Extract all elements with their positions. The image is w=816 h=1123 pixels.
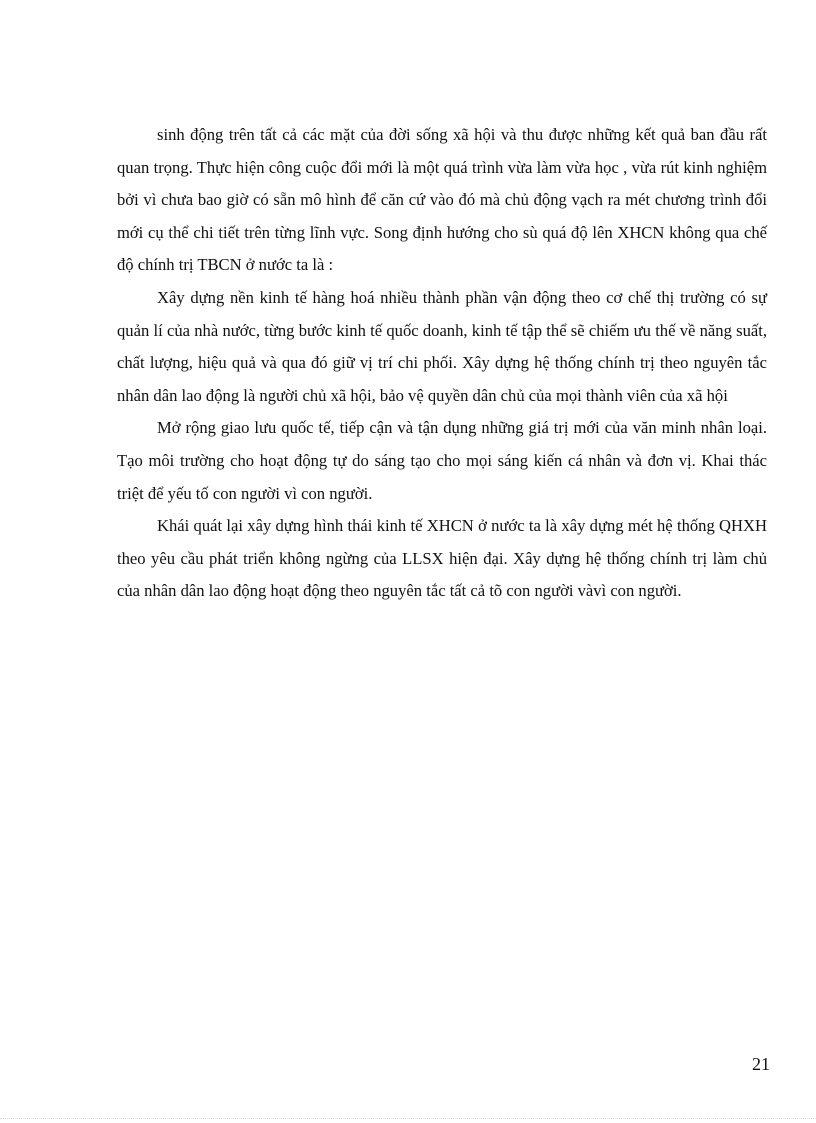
page-number: 21 (752, 1054, 770, 1074)
paragraph-4: Khái quát lại xây dựng hình thái kinh tế XHCN ở nước ta là xây dựng mét hệ thống QHXH theo yêu cầu phát triển không ngừng của LLSX hiện đại. Xây dựng hệ thống chính trị làm chủ của nhân dân lao động hoạt động theo nguyên tắc tất cả tõ con người vàvì con người. (117, 516, 767, 601)
paragraph-2: Xây dựng nền kinh tế hàng hoá nhiều thành phần vận động theo cơ chế thị trường có sự quản lí của nhà nước, từng bước kinh tế quốc doanh, kinh tế tập thể sẽ chiếm ưu thế về năng suất, chất lượng, hiệu quả và qua đó giữ vị trí chi phối. Xây dựng hệ thống chính trị theo nguyên tắc nhân dân lao động là người chủ xã hội, bảo vệ quyền dân chủ của mọi thành viên của xã hội (117, 287, 767, 405)
body-text (117, 119, 767, 608)
page-bottom-divider (0, 1118, 816, 1119)
paragraph-3: Mở rộng giao lưu quốc tế, tiếp cận và tận dụng những giá trị mới của văn minh nhân loại. Tạo môi trường cho hoạt động tự do sáng tạo cho mọi sáng kiến cá nhân và đơn vị. Khai thác triệt để yếu tố con người vì con người. (117, 418, 767, 503)
paragraph-1: sinh động trên tất cả các mặt của đời sống xã hội và thu được những kết quả ban đầu rất quan trọng. Thực hiện công cuộc đổi mới là một quá trình vừa làm vừa học , vừa rút kinh nghiệm bởi vì chưa bao giờ có sẵn mô hình để căn cứ vào đó mà chủ động vạch ra mét chương trình đổi mới cụ thể chi tiết trên từng lĩnh vực. Song định hướng cho sù quá độ lên XHCN không qua chế độ chính trị TBCN ở nước ta là : (117, 125, 767, 275)
